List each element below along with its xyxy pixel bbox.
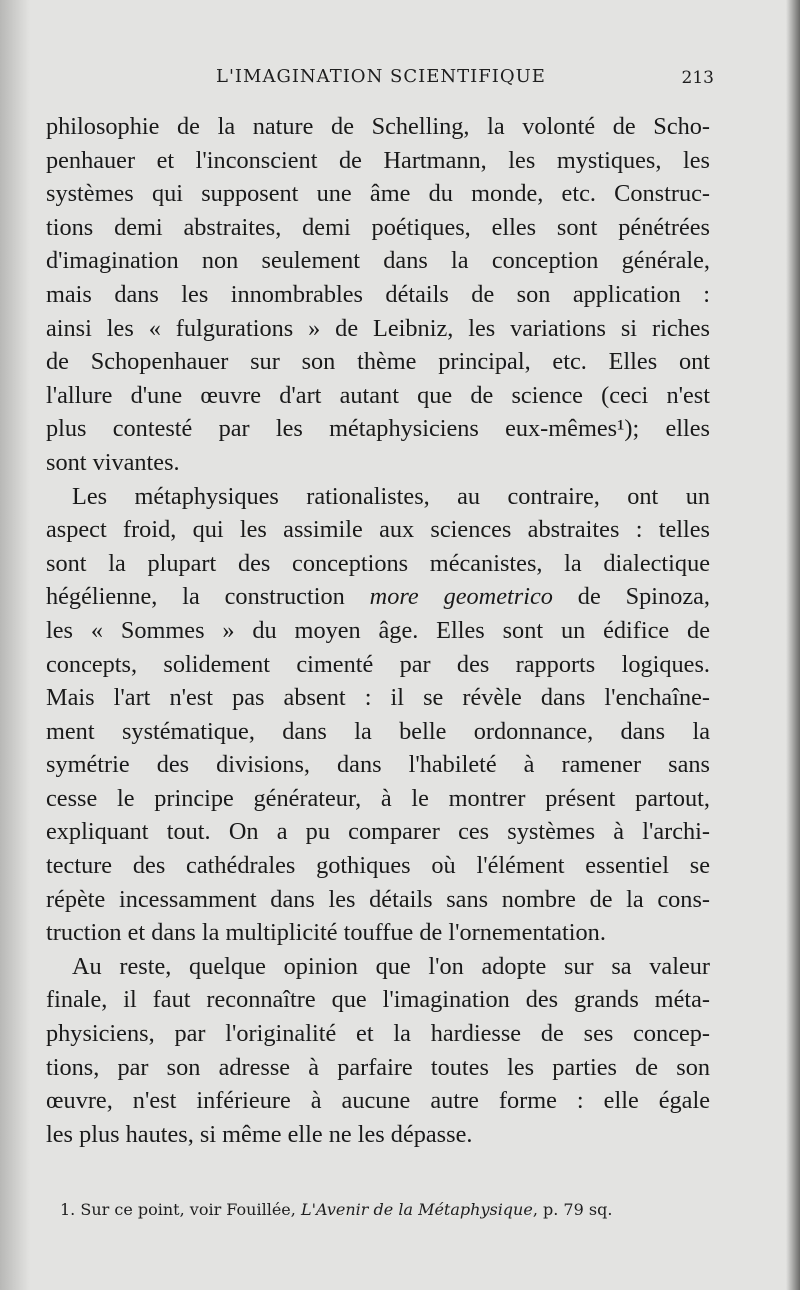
text-line: concepts, solidement cimenté par des rapports logiques. bbox=[46, 650, 710, 678]
text-line: physiciens, par l'originalité et la hardiesse de ses concep- bbox=[46, 1020, 710, 1048]
text-fragment: hégélienne, la construction bbox=[46, 583, 345, 611]
body-text bbox=[46, 110, 710, 1151]
text-fragment: de Spinoza, bbox=[577, 583, 710, 611]
text-line: Mais l'art n'est pas absent : il se révèle dans l'enchaîne- bbox=[46, 684, 710, 712]
text-line: aspect froid, qui les assimile aux sciences abstraites : telles bbox=[46, 516, 710, 544]
text-line: symétrie des divisions, dans l'habileté à ramener sans bbox=[46, 751, 710, 779]
text-line: ainsi les « fulgurations » de Leibniz, les variations si riches bbox=[46, 314, 710, 342]
footnote-text-after: , p. 79 sq. bbox=[532, 1200, 613, 1219]
text-line: penhauer et l'inconscient de Hartmann, les mystiques, les bbox=[46, 146, 710, 174]
text-line: tions demi abstraites, demi poétiques, elles sont pénétrées bbox=[46, 213, 710, 241]
text-line: mais dans les innombrables détails de son application : bbox=[46, 280, 710, 308]
text-line: sont vivantes. bbox=[46, 448, 180, 476]
page-header bbox=[48, 66, 714, 96]
text-line: tions, par son adresse à parfaire toutes les parties de son bbox=[46, 1053, 710, 1081]
running-title: L'IMAGINATION SCIENTIFIQUE bbox=[216, 66, 546, 87]
text-line-with-italic bbox=[46, 580, 710, 614]
footnote bbox=[60, 1200, 700, 1219]
text-line: systèmes qui supposent une âme du monde, etc. Construc- bbox=[46, 180, 710, 208]
text-line: truction et dans la multiplicité touffue de l'ornementation. bbox=[46, 919, 606, 947]
text-line: les plus hautes, si même elle ne les dépasse. bbox=[46, 1120, 473, 1148]
italic-phrase: more geometrico bbox=[369, 583, 553, 611]
footnote-title: L'Avenir de la Métaphysique bbox=[300, 1200, 533, 1219]
text-line: tecture des cathédrales gothiques où l'élément essentiel se bbox=[46, 852, 710, 880]
text-line: finale, il faut reconnaître que l'imagination des grands méta- bbox=[46, 986, 710, 1014]
text-line: Au reste, quelque opinion que l'on adopte sur sa valeur bbox=[72, 952, 710, 980]
page-number: 213 bbox=[681, 68, 714, 88]
footnote-text: Sur ce point, voir Fouillée, bbox=[80, 1200, 296, 1219]
text-line: plus contesté par les métaphysiciens eux-mêmes¹); elles bbox=[46, 415, 710, 443]
text-line: ment systématique, dans la belle ordonnance, dans la bbox=[46, 717, 710, 745]
text-line: l'allure d'une œuvre d'art autant que de science (ceci n'est bbox=[46, 381, 710, 409]
text-line: de Schopenhauer sur son thème principal, etc. Elles ont bbox=[46, 348, 710, 376]
text-line: d'imagination non seulement dans la conception générale, bbox=[46, 247, 710, 275]
text-line: les « Sommes » du moyen âge. Elles sont un édifice de bbox=[46, 616, 710, 644]
text-line: expliquant tout. On a pu comparer ces systèmes à l'archi- bbox=[46, 818, 710, 846]
text-line: Les métaphysiques rationalistes, au contraire, ont un bbox=[72, 482, 710, 510]
text-line: philosophie de la nature de Schelling, la volonté de Scho- bbox=[46, 113, 710, 140]
text-line: sont la plupart des conceptions mécanistes, la dialectique bbox=[46, 549, 710, 577]
footnote-number: 1. bbox=[60, 1200, 76, 1219]
text-line: répète incessamment dans les détails sans nombre de la cons- bbox=[46, 885, 710, 913]
text-line: cesse le principe générateur, à le montrer présent partout, bbox=[46, 784, 710, 812]
text-line: œuvre, n'est inférieure à aucune autre forme : elle égale bbox=[46, 1087, 710, 1115]
